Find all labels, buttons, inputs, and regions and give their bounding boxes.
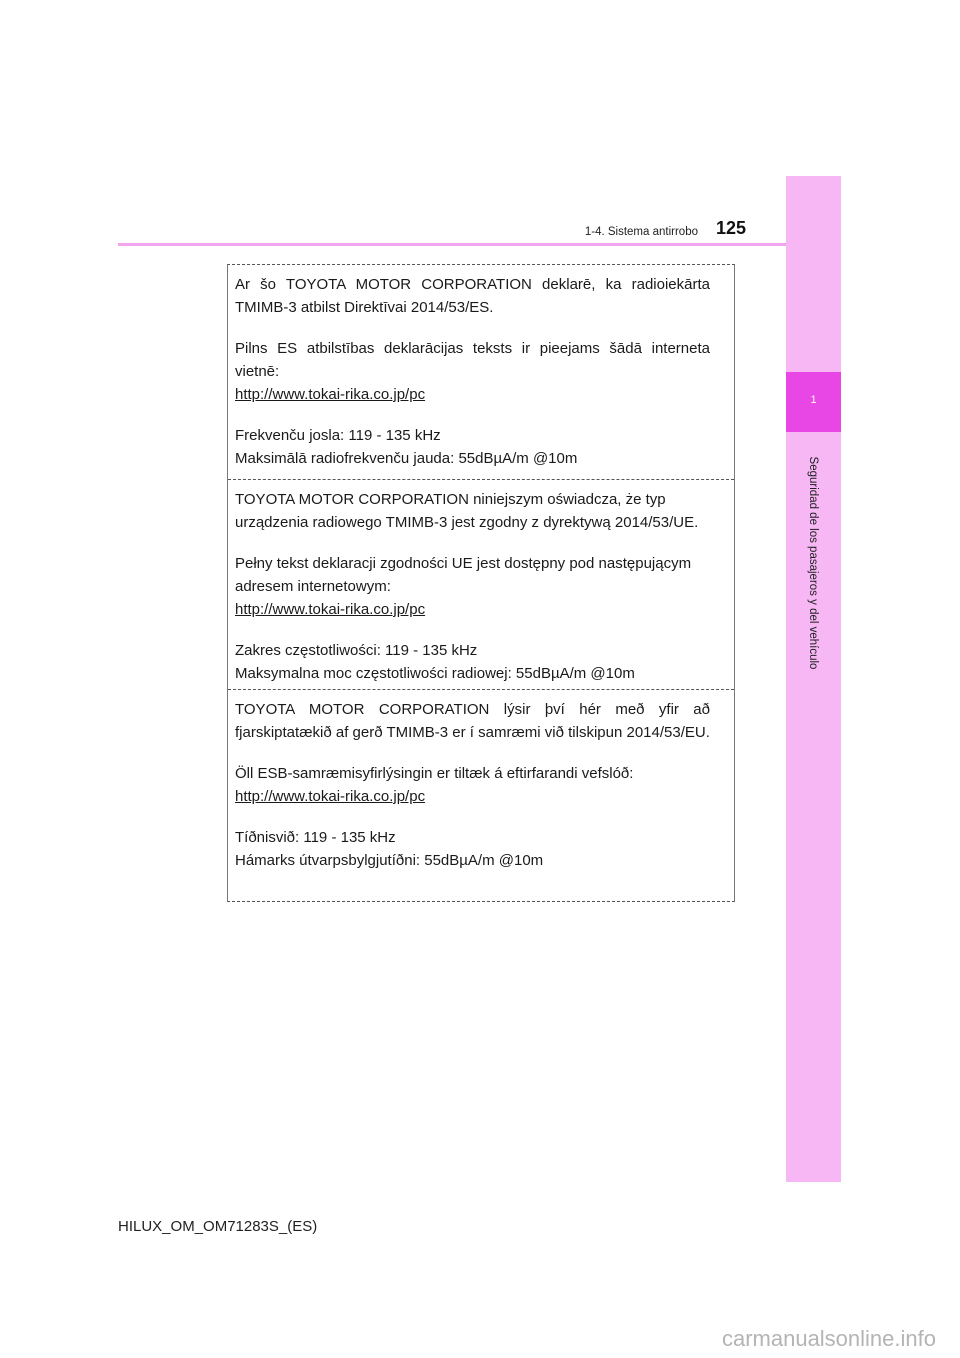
document-code: HILUX_OM_OM71283S_(ES) — [118, 1218, 318, 1235]
watermark: carmanualsonline.info — [721, 1326, 936, 1351]
chapter-side-tab — [786, 176, 841, 1182]
declaration-url-link[interactable]: http://www.tokai-rika.co.jp/pc — [235, 386, 426, 403]
declaration-block-latvian — [228, 265, 734, 480]
frequency-band: Frekvenču josla: 119 - 135 kHz — [235, 427, 441, 444]
declaration-intro: Ar šo TOYOTA MOTOR CORPORATION deklarē, ka radioiekārta TMIMB-3 atbilst Direktīvai 2014/53/ES. — [235, 276, 710, 316]
declaration-block-polish — [228, 480, 734, 690]
chapter-title: Seguridad de los pasajeros y del vehículo — [807, 456, 819, 670]
header-rule — [118, 243, 786, 246]
max-power: Hámarks útvarpsbylgjutíðni: 55dBµA/m @10m — [235, 852, 544, 869]
declaration-block-icelandic — [228, 690, 734, 901]
declaration-availability-paragraph — [235, 552, 710, 621]
declaration-url-link[interactable]: http://www.tokai-rika.co.jp/pc — [235, 788, 426, 805]
declaration-intro: TOYOTA MOTOR CORPORATION lýsir því hér með yfir að fjarskiptatækið af gerð TMIMB-3 er í samræmi við tilskipun 2014/53/EU. — [235, 701, 710, 741]
max-power: Maksymalna moc częstotliwości radiowej: 55dBµA/m @10m — [235, 665, 635, 682]
declaration-intro: TOYOTA MOTOR CORPORATION niniejszym oświadcza, że typ urządzenia radiowego TMIMB-3 jest zgodny z dyrektywą 2014/53/UE. — [235, 491, 699, 531]
declaration-availability-paragraph — [235, 337, 710, 406]
declaration-availability: Pełny tekst deklaracji zgodności UE jest dostępny pod następującym adresem internetowym: — [235, 555, 692, 595]
chapter-number-tab: 1 — [786, 372, 841, 432]
declaration-specs — [235, 424, 710, 470]
page-number: 125 — [716, 218, 747, 238]
declaration-availability: Pilns ES atbilstības deklarācijas teksts ir pieejams šādā interneta vietnē: — [235, 340, 710, 380]
declaration-specs — [235, 639, 710, 685]
declaration-box — [227, 264, 735, 902]
declaration-availability-paragraph — [235, 762, 710, 808]
max-power: Maksimālā radiofrekvenču jauda: 55dBµA/m @10m — [235, 450, 578, 467]
frequency-band: Tíðnisvið: 119 - 135 kHz — [235, 829, 396, 846]
section-title: 1-4. Sistema antirrobo — [584, 226, 698, 238]
declaration-url-link[interactable]: http://www.tokai-rika.co.jp/pc — [235, 601, 426, 618]
declaration-availability: Öll ESB-samræmisyfirlýsingin er tiltæk á eftirfarandi vefslóð: — [235, 765, 634, 782]
frequency-band: Zakres częstotliwości: 119 - 135 kHz — [235, 642, 478, 659]
declaration-specs — [235, 826, 710, 872]
